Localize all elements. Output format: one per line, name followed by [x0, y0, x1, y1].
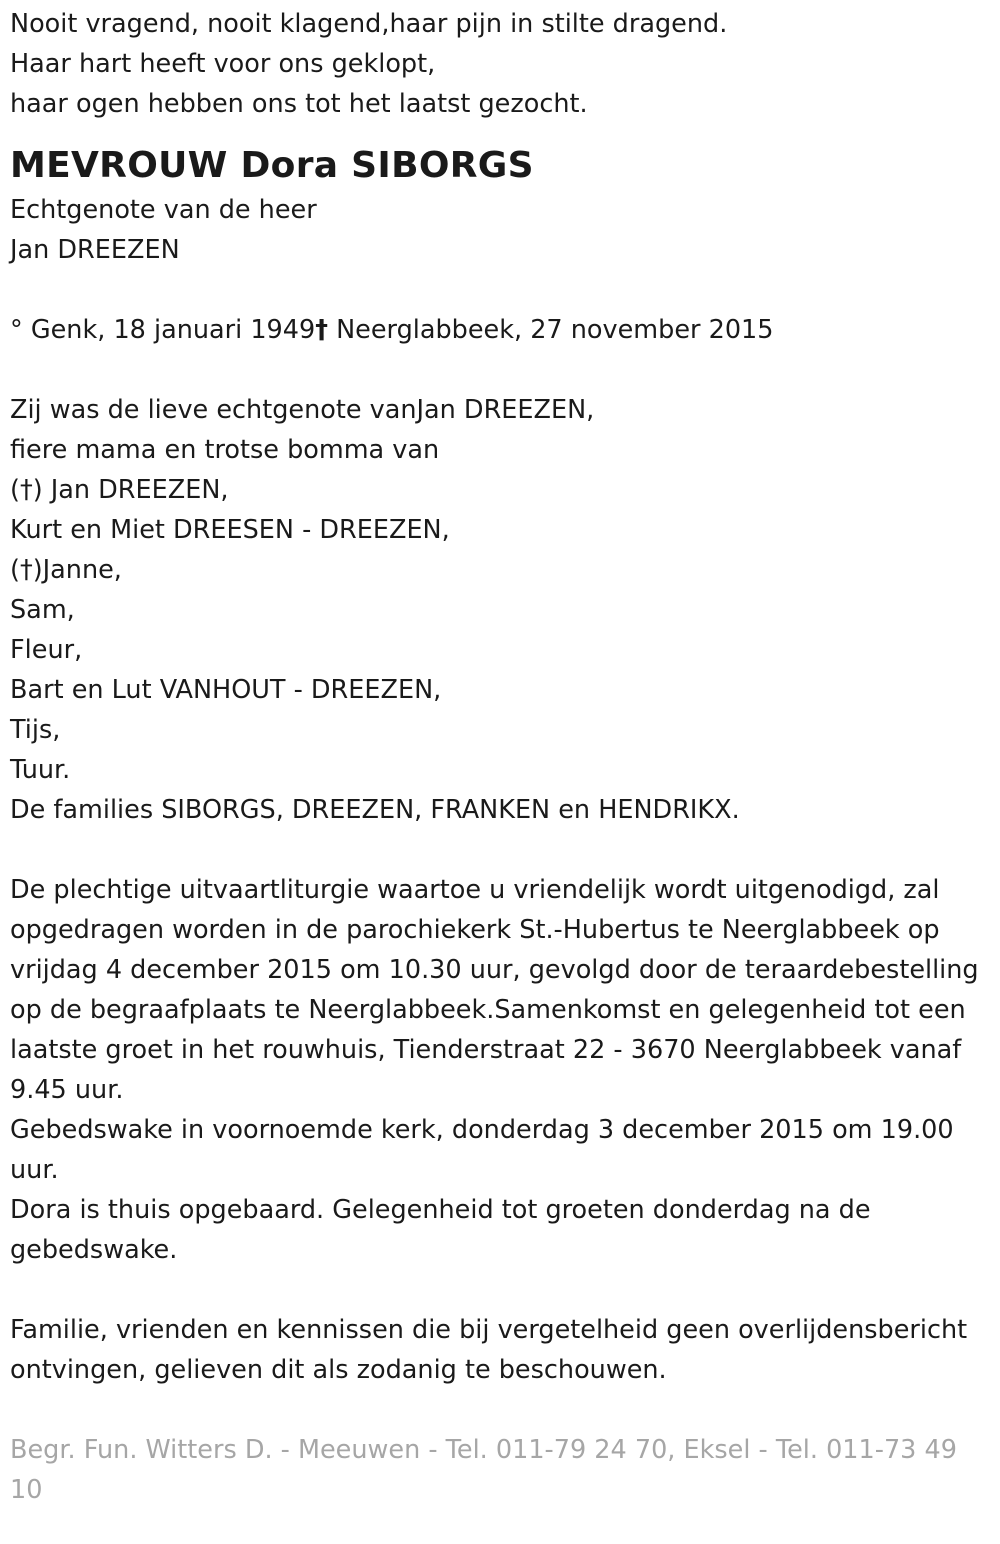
notice-text: Familie, vrienden en kennissen die bij vergetelheid geen overlijdensbericht ontvingen, gelieven dit als zodanig te beschouwen.: [10, 1315, 968, 1385]
dates-line: [10, 310, 990, 350]
cross-icon: †: [315, 315, 328, 345]
family-line: Sam,: [10, 595, 75, 625]
poem-line: haar ogen hebben ons tot het laatst gezocht.: [10, 89, 588, 119]
family-line: (†)Janne,: [10, 555, 122, 585]
liturgy-text: De plechtige uitvaartliturgie waartoe u vriendelijk wordt uitgenodigd, zal opgedragen worden in de parochiekerk St.-Hubertus te Neerglabbeek op vrijdag 4 december 2015 om 10.30 uur, gevolgd door de teraardebestelling op de begraafplaats te Neerglabbeek.Samenkomst en gelegenheid tot een laatste groet in het rouwhuis, Tienderstraat 22 - 3670 Neerglabbeek vanaf 9.45 uur.: [10, 875, 979, 1105]
deceased-name: MEVROUW Dora SIBORGS: [10, 145, 534, 186]
poem: [10, 4, 990, 124]
family-line: Kurt en Miet DREESEN - DREEZEN,: [10, 515, 450, 545]
poem-line: Haar hart heeft voor ons geklopt,: [10, 49, 436, 79]
family-line: fiere mama en trotse bomma van: [10, 435, 440, 465]
poem-line: Nooit vragend, nooit klagend,haar pijn in stilte dragend.: [10, 9, 728, 39]
death-info: Neerglabbeek, 27 november 2015: [327, 315, 774, 345]
funeral-home-footer: Begr. Fun. Witters D. - Meeuwen - Tel. 011-79 24 70, Eksel - Tel. 011-73 49 10: [10, 1435, 957, 1505]
family-line: Tuur.: [10, 755, 71, 785]
family-line: De families SIBORGS, DREEZEN, FRANKEN en HENDRIKX.: [10, 795, 740, 825]
family-line: Tijs,: [10, 715, 61, 745]
family-list: [10, 390, 990, 830]
family-line: Bart en Lut VANHOUT - DREEZEN,: [10, 675, 442, 705]
birth-info: ° Genk, 18 januari 1949: [10, 315, 316, 345]
viewing-text: Dora is thuis opgebaard. Gelegenheid tot groeten donderdag na de gebedswake.: [10, 1195, 871, 1265]
family-line: Zij was de lieve echtgenote vanJan DREEZEN,: [10, 395, 595, 425]
spouse-block: [10, 190, 990, 270]
vigil-text: Gebedswake in voornoemde kerk, donderdag 3 december 2015 om 19.00 uur.: [10, 1115, 954, 1185]
family-line: (†) Jan DREEZEN,: [10, 475, 229, 505]
ceremony-info: [10, 870, 990, 1270]
spouse-name: Jan DREEZEN: [10, 235, 180, 265]
family-line: Fleur,: [10, 635, 83, 665]
spouse-line: Echtgenote van de heer: [10, 195, 317, 225]
